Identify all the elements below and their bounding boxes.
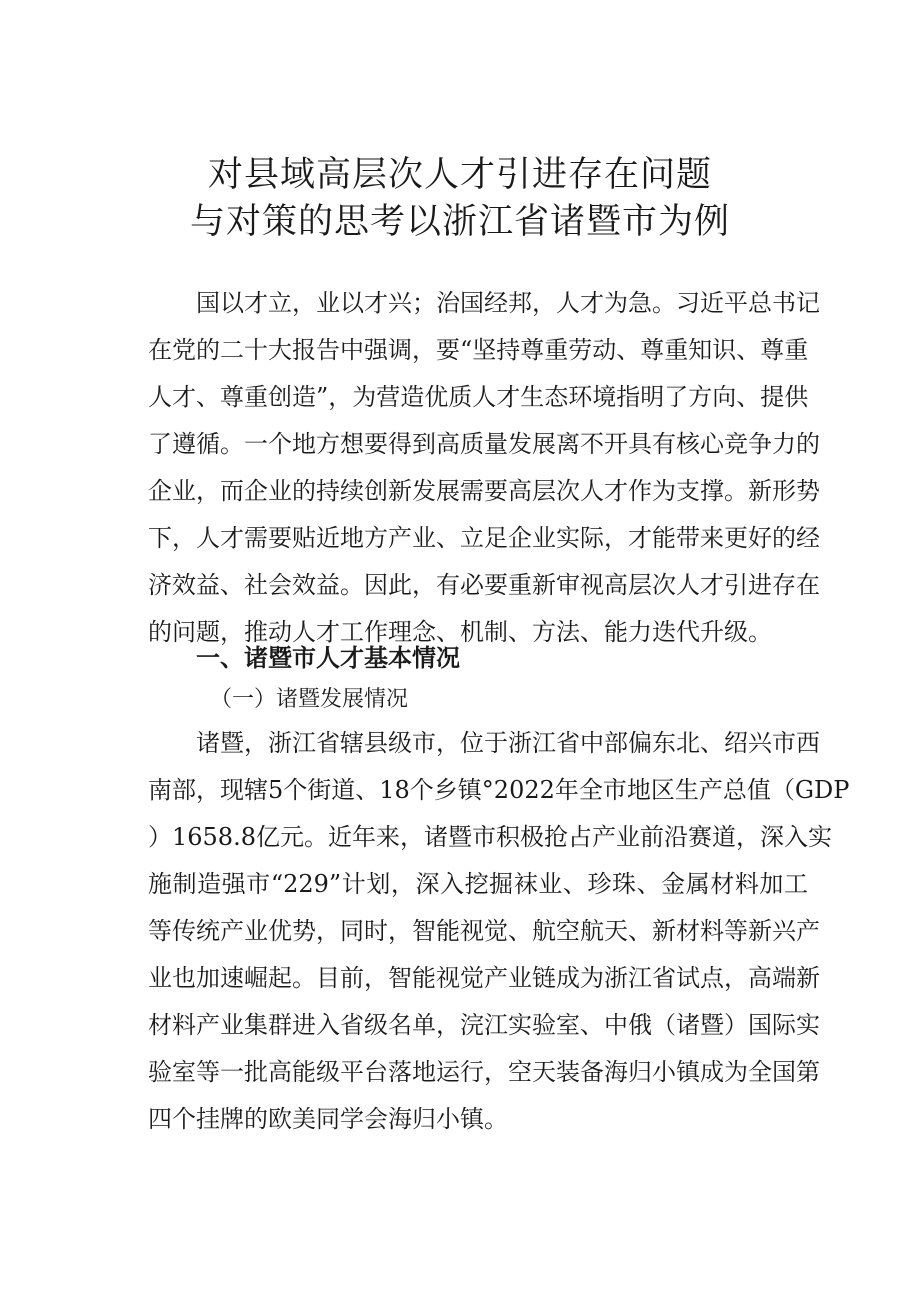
document-title-line-2: 与对策的思考以浙江省诸暨市为例 (189, 202, 730, 242)
paragraph-line: 济效益、社会效益。因此，有必要重新审视高层次人才引进存在 (148, 571, 820, 599)
paragraph-line: 施制造强市“229”计划，深入挖掘袜业、珍珠、金属材料加工 (148, 870, 808, 898)
paragraph-line: 企业，而企业的持续创新发展需要高层次人才作为支撑。新形势 (148, 477, 820, 505)
paragraph-line: 四个挂牌的欧美同学会海归小镇。 (148, 1105, 508, 1133)
paragraph-line: 等传统产业优势，同时，智能视觉、航空航天、新材料等新兴产 (148, 917, 820, 945)
paragraph-line: 了遵循。一个地方想要得到高质量发展离不开具有核心竞争力的 (148, 430, 820, 458)
paragraph-line: 下，人才需要贴近地方产业、立足企业实际，才能带来更好的经 (148, 524, 820, 552)
document-title-line-1: 对县域高层次人才引进存在问题 (207, 155, 712, 195)
paragraph-line: 业也加速崛起。目前，智能视觉产业链成为浙江省试点，高端新 (148, 964, 820, 992)
paragraph-line: ）1658.8亿元。近年来，诸暨市积极抢占产业前沿赛道，深入实 (148, 823, 832, 851)
section-heading: 一、诸暨市人才基本情况 (196, 644, 460, 672)
paragraph-line: 诸暨，浙江省辖县级市，位于浙江省中部偏东北、绍兴市西 (196, 729, 820, 757)
paragraph-line: 国以才立，业以才兴；治国经邦，人才为急。习近平总书记 (196, 289, 820, 317)
paragraph-line: 材料产业集群进入省级名单，浣江实验室、中俄（诸暨）国际实 (148, 1011, 820, 1039)
paragraph-line: 验室等一批高能级平台落地运行，空天装备海归小镇成为全国第 (148, 1058, 820, 1086)
section-subheading: （一）诸暨发展情况 (210, 687, 409, 712)
paragraph-line: 的问题，推动人才工作理念、机制、方法、能力迭代升级。 (148, 618, 772, 646)
paragraph-line: 南部，现辖5个街道、18个乡镇°2022年全市地区生产总值（GDP (148, 776, 850, 804)
paragraph-line: 在党的二十大报告中强调，要“坚持尊重劳动、尊重知识、尊重 (148, 336, 809, 364)
paragraph-line: 人才、尊重创造”，为营造优质人才生态环境指明了方向、提供 (148, 383, 809, 411)
